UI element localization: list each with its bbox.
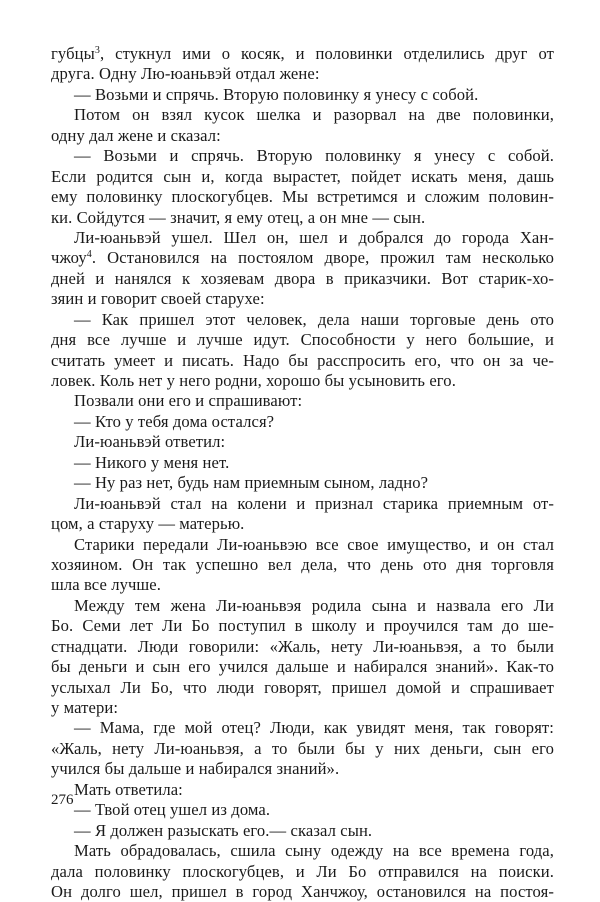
text-line: [51, 85, 554, 105]
text-line: [51, 698, 554, 718]
text-line: [51, 167, 554, 187]
line-text: — Кто у тебя дома остался?: [74, 411, 275, 431]
line-text: ки. Сойдутся — значит, я ему отец, а он мне — сын.: [51, 207, 426, 227]
text-line: [51, 555, 554, 575]
line-text: чжоу: [51, 248, 87, 268]
text-line: [51, 473, 554, 493]
text-line: [51, 187, 554, 207]
text-line: [51, 841, 554, 861]
line-text: учился бы дальше и набирался знаний».: [51, 759, 340, 779]
line-text: губцы: [51, 44, 95, 63]
line-text: ему половинку плоскогубцев. Мы встретимся и сложим половин-: [51, 187, 554, 207]
line-text: — Мама, где мой отец? Люди, как увидят меня, так говорят:: [74, 718, 554, 738]
text-line: [51, 248, 554, 268]
text-line: [51, 228, 554, 248]
text-line: [51, 800, 554, 820]
text-line: [51, 432, 554, 452]
text-line: [51, 453, 554, 473]
line-text: . Остановился на постоялом дворе, прожил там несколько: [91, 248, 554, 268]
text-line: [51, 351, 554, 371]
text-line: [51, 494, 554, 514]
text-line: [51, 44, 554, 64]
line-text: — Как пришел этот человек, дела наши торговые день ото: [74, 309, 554, 329]
line-text: Бо. Семи лет Ли Бо поступил в школу и проучился там до ше-: [51, 616, 554, 636]
line-text: Потом он взял кусок шелка и разорвал на две половинки,: [74, 105, 554, 125]
text-line: [51, 412, 554, 432]
text-line: [51, 759, 554, 779]
line-text: — Я должен разыскать его.— сказал сын.: [74, 820, 373, 840]
line-text: бы деньги и сын его учился дальше и набирался знаний». Как-то: [51, 657, 554, 677]
text-line: [51, 208, 554, 228]
text-line: [51, 821, 554, 841]
footnote-marker: 4: [86, 249, 92, 261]
text-line: [51, 882, 554, 902]
line-text: Если родится сын и, когда вырастет, пойдет искать меня, дашь: [51, 166, 554, 186]
line-text: ловек. Коль нет у него родни, хорошо бы усыновить его.: [51, 371, 456, 390]
line-text: дней и нанялся к хозяевам двора в приказчики. Вот старик-хо-: [51, 268, 554, 288]
text-line: [51, 780, 554, 800]
text-line: [51, 126, 554, 146]
text-line: [51, 575, 554, 595]
text-line: [51, 514, 554, 534]
line-text: , стукнул ими о косяк, и половинки отделились друг от: [99, 44, 554, 63]
text-line: [51, 739, 554, 759]
footnote-marker: 3: [94, 45, 100, 56]
line-text: одну дал жене и сказал:: [51, 125, 221, 145]
text-line: [51, 637, 554, 657]
line-text: Ли-юаньвэй стал на колени и признал старика приемным от-: [74, 493, 554, 513]
line-text: Мать ответила:: [74, 779, 183, 799]
text-line: [51, 310, 554, 330]
text-line: [51, 678, 554, 698]
text-line: [51, 391, 554, 411]
line-text: услыхал Ли Бо, что люди говорят, пришел домой и спрашивает: [51, 677, 554, 697]
text-line: [51, 269, 554, 289]
line-text: Он долго шел, пришел в город Ханчжоу, остановился на постоя-: [51, 881, 554, 901]
text-line: [51, 718, 554, 738]
text-line: [51, 616, 554, 636]
line-text: — Никого у меня нет.: [74, 452, 230, 472]
line-text: Ли-юаньвэй ответил:: [74, 432, 226, 452]
text-line: [51, 105, 554, 125]
line-text: у матери:: [51, 698, 119, 717]
text-line: [51, 146, 554, 166]
line-text: друга. Одну Лю-юаньвэй отдал жене:: [51, 64, 320, 84]
page-number: 276: [51, 792, 74, 808]
line-text: — Ну раз нет, будь нам приемным сыном, ладно?: [74, 473, 429, 493]
text-line: [51, 330, 554, 350]
line-text: дала половинку плоскогубцев, и Ли Бо отправился на поиски.: [51, 861, 554, 881]
line-text: стнадцати. Люди говорили: «Жаль, нету Ли-юаньвэя, а то были: [51, 636, 554, 656]
text-line: [51, 596, 554, 616]
line-text: «Жаль, нету Ли-юаньвэя, а то были бы у них деньги, сын его: [51, 738, 554, 758]
line-text: считать умеет и писать. Надо бы расспросить его, что он за че-: [51, 350, 554, 370]
line-text: — Возьми и спрячь. Вторую половинку я унесу с собой.: [74, 146, 554, 166]
line-text: шла все лучше.: [51, 575, 162, 595]
text-line: [51, 371, 554, 391]
line-text: зяин и говорит своей старухе:: [51, 289, 265, 309]
text-line: [51, 657, 554, 677]
line-text: Старики передали Ли-юаньвэю все свое имущество, и он стал: [74, 534, 554, 554]
line-text: Позвали они его и спрашивают:: [74, 391, 303, 411]
line-text: хозяином. Он так успешно вел дела, что день ото дня торговля: [51, 554, 554, 574]
line-text: — Твой отец ушел из дома.: [74, 800, 271, 820]
text-line: [51, 64, 554, 84]
text-line: [51, 289, 554, 309]
text-line: [51, 535, 554, 555]
page-body: [51, 44, 554, 902]
line-text: цом, а старуху — матерью.: [51, 514, 245, 534]
text-line: [51, 862, 554, 882]
line-text: — Возьми и спрячь. Вторую половинку я унесу с собой.: [74, 84, 479, 104]
line-text: Мать обрадовалась, сшила сыну одежду на все времена года,: [74, 841, 554, 861]
line-text: Ли-юаньвэй ушел. Шел он, шел и добрался до города Хан-: [74, 227, 554, 247]
line-text: дня все лучше и лучше идут. Способности у него большие, и: [51, 330, 554, 350]
line-text: Между тем жена Ли-юаньвэя родила сына и назвала его Ли: [74, 595, 554, 615]
